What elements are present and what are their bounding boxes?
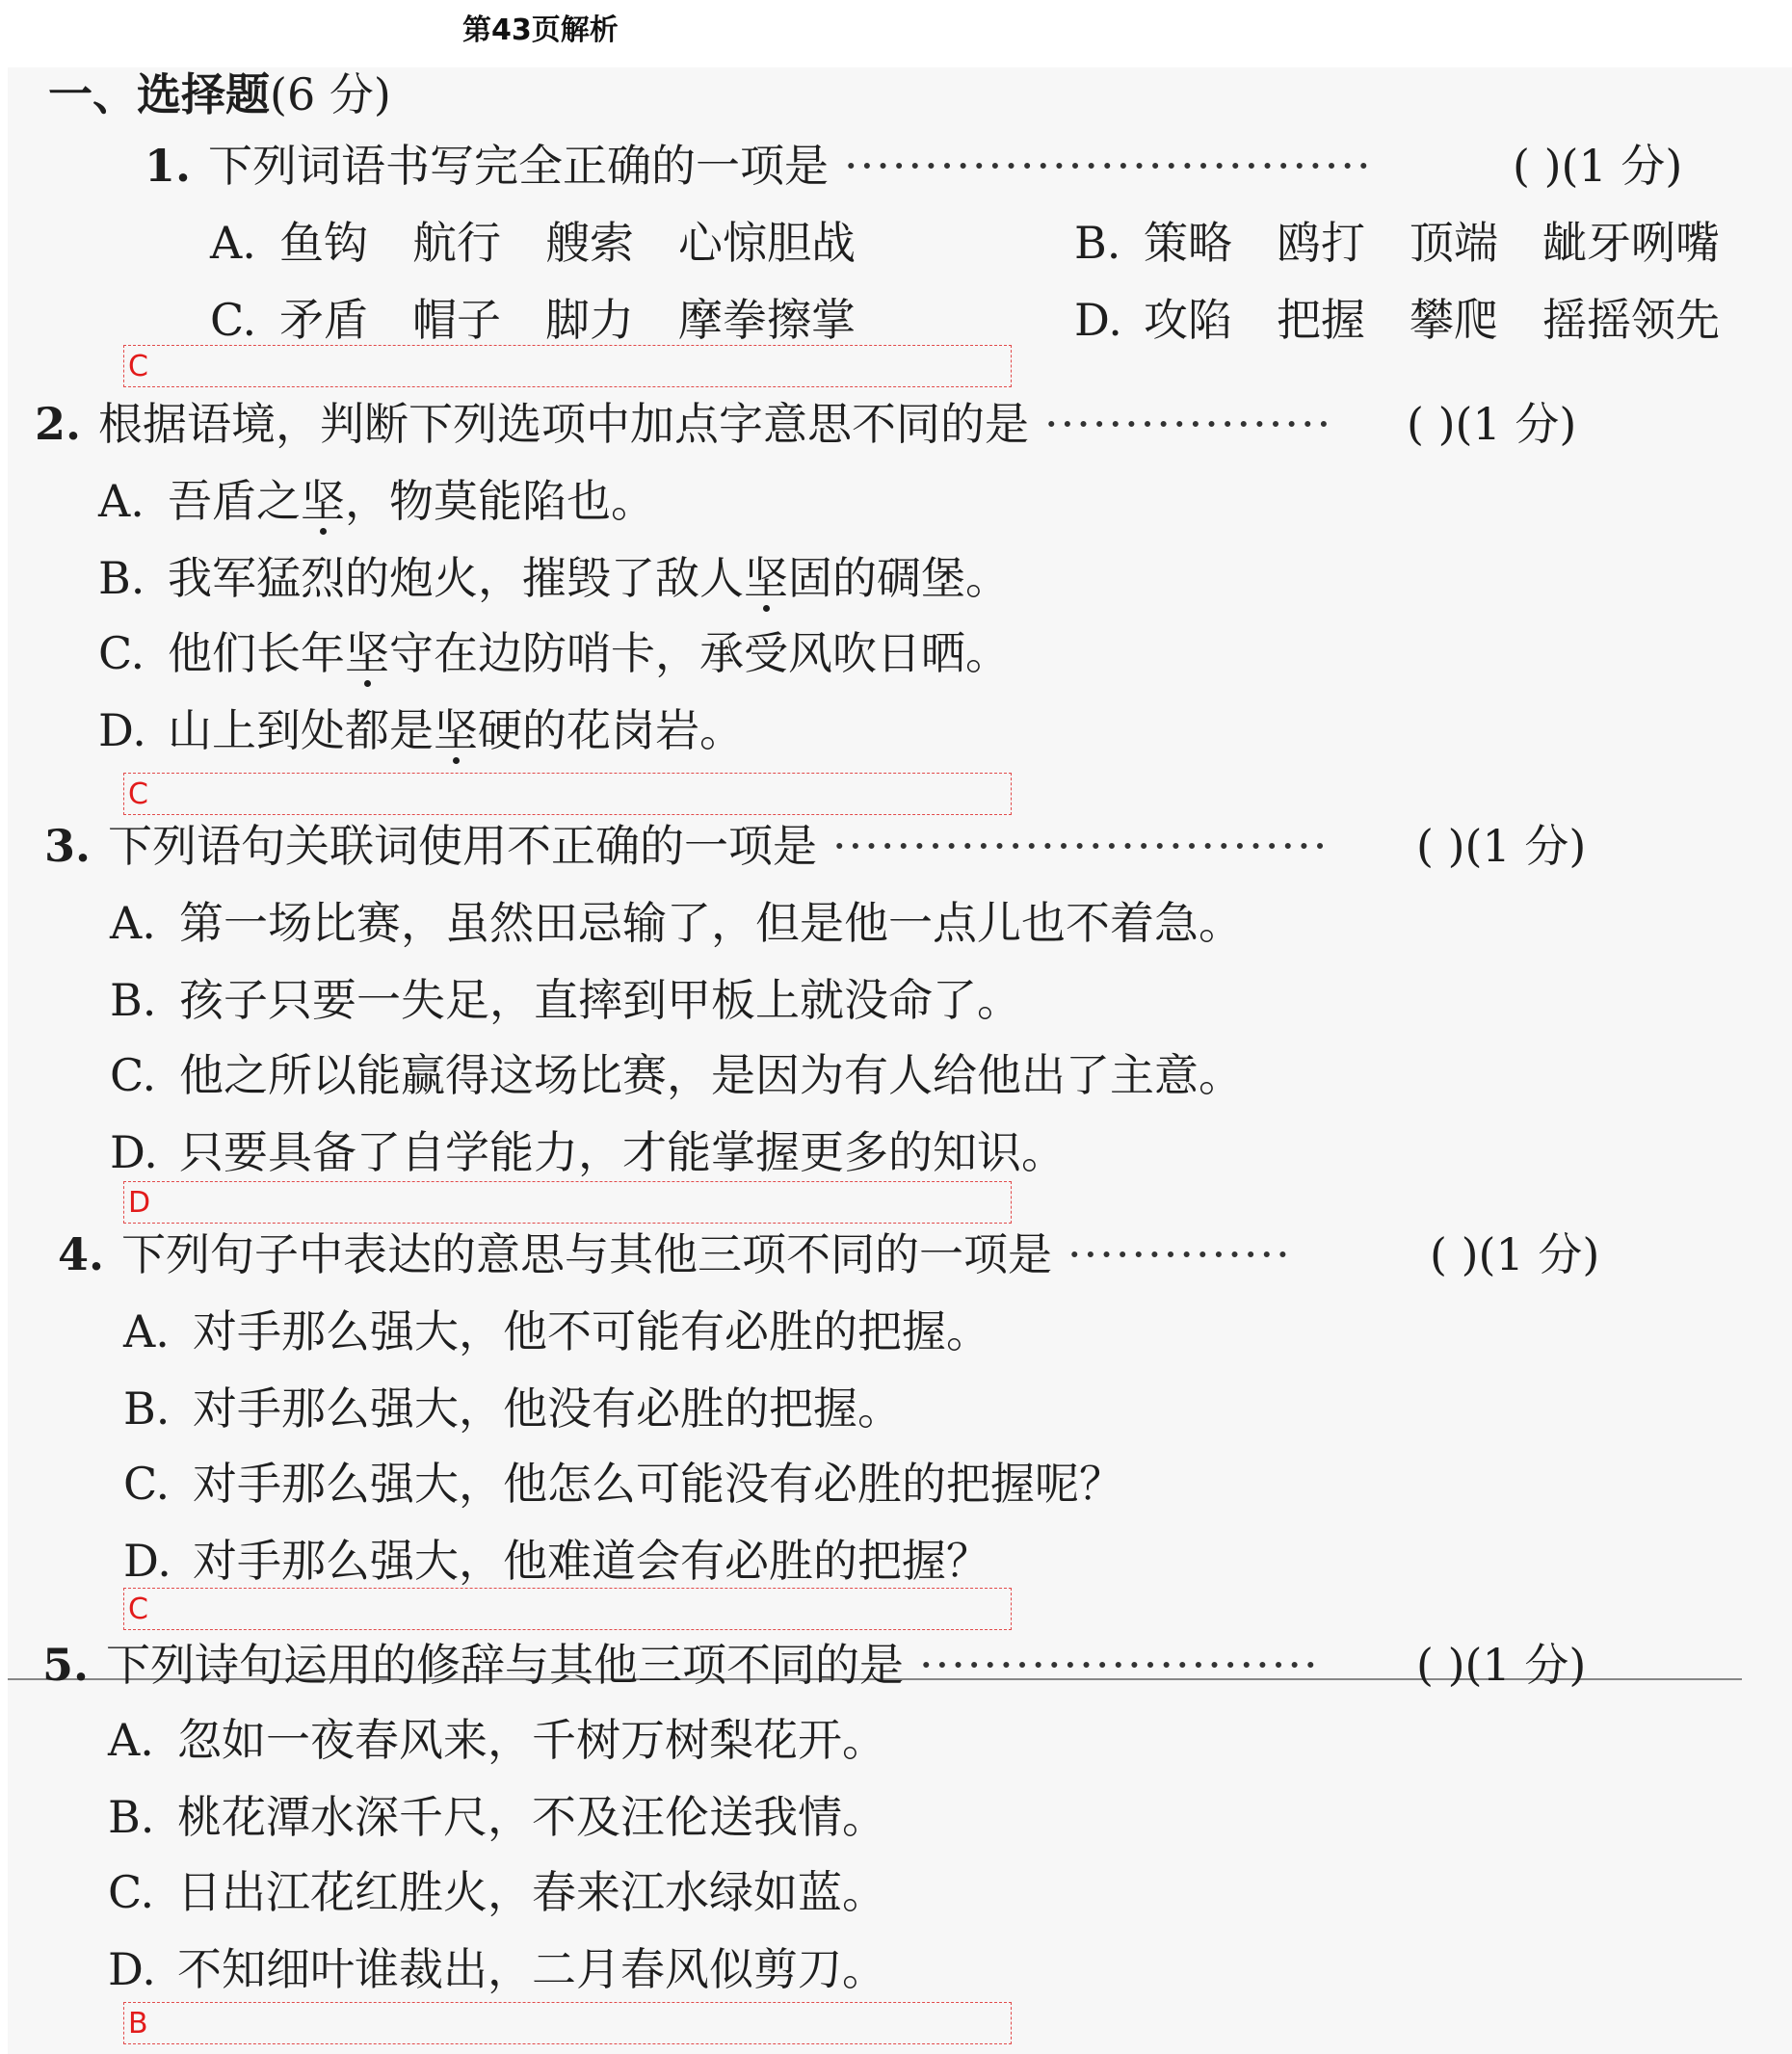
option-text: 对手那么强大，他没有必胜的把握。 xyxy=(193,1382,902,1435)
option-text-pre: 他们长年 xyxy=(168,627,345,679)
option-word: 航行 xyxy=(412,217,501,269)
option-a xyxy=(123,1303,990,1360)
option-word: 摇摇领先 xyxy=(1542,294,1720,346)
option-word: 摩拳擦掌 xyxy=(678,294,856,346)
option-text-post: 硬的花岗岩。 xyxy=(478,704,744,756)
option-letter: B. xyxy=(98,552,145,604)
question-1-paren: ( )(1 分) xyxy=(1513,140,1683,192)
answer-box[interactable]: C xyxy=(123,1588,1012,1630)
answer-box[interactable]: B xyxy=(123,2002,1012,2044)
option-letter: B. xyxy=(1074,217,1121,269)
option-word: 龇牙咧嘴 xyxy=(1542,217,1720,269)
option-a xyxy=(98,472,655,530)
section-heading xyxy=(48,66,1792,123)
option-word: 攀爬 xyxy=(1410,294,1498,346)
emphasized-char: 坚 xyxy=(345,627,389,679)
option-text-post: 守在边防哨卡，承受风吹日晒。 xyxy=(389,627,1010,679)
option-d xyxy=(98,701,744,759)
option-word: 帽子 xyxy=(412,294,501,346)
question-2-paren: ( )(1 分) xyxy=(1407,398,1577,450)
option-b xyxy=(123,1380,902,1437)
option-word: 矛盾 xyxy=(279,294,368,346)
option-text: 对手那么强大，他怎么可能没有必胜的把握呢？ xyxy=(193,1458,1123,1510)
option-text: 只要具备了自学能力，才能掌握更多的知识。 xyxy=(179,1126,1066,1178)
option-text: 对手那么强大，他难道会有必胜的把握？ xyxy=(193,1535,990,1587)
option-c xyxy=(98,624,1010,682)
option-text: 孩子只要一失足，直摔到甲板上就没命了。 xyxy=(179,974,1021,1026)
option-letter: B. xyxy=(123,1382,171,1435)
question-5-paren: ( )(1 分) xyxy=(1416,1639,1587,1691)
emphasized-char: 坚 xyxy=(434,704,478,756)
option-c xyxy=(123,1455,1123,1513)
option-b xyxy=(110,971,1021,1029)
option-a xyxy=(210,214,900,272)
option-text-pre: 我军猛烈的炮火，摧毁了敌人 xyxy=(168,552,744,604)
option-b xyxy=(108,1788,886,1846)
question-text: 下列句子中表达的意思与其他三项不同的一项是 xyxy=(121,1228,1053,1280)
option-d xyxy=(108,1940,886,1998)
option-b xyxy=(1074,214,1764,272)
option-letter: B. xyxy=(110,974,157,1026)
option-text-post: ，物莫能陷也。 xyxy=(345,475,655,527)
option-letter: A. xyxy=(123,1305,170,1357)
answer-box[interactable]: D xyxy=(123,1181,1012,1224)
option-c xyxy=(210,291,900,349)
option-word: 心惊胆战 xyxy=(678,217,856,269)
option-letter: C. xyxy=(110,1049,157,1101)
question-number: 1. xyxy=(145,140,192,192)
option-b xyxy=(98,549,1010,607)
option-text-pre: 吾盾之 xyxy=(168,475,301,527)
option-letter: C. xyxy=(108,1866,155,1918)
option-text: 他之所以能赢得这场比赛，是因为有人给他出了主意。 xyxy=(179,1049,1243,1101)
leader-dots: ······························· xyxy=(832,820,1330,872)
question-text: 下列诗句运用的修辞与其他三项不同的是 xyxy=(106,1639,905,1691)
question-number: 3. xyxy=(44,820,92,872)
question-number: 5. xyxy=(42,1639,90,1691)
leader-dots: ························· xyxy=(919,1639,1320,1691)
option-text-post: 固的碉堡。 xyxy=(788,552,1010,604)
question-text: 下列语句关联词使用不正确的一项是 xyxy=(108,820,818,872)
option-word: 艘索 xyxy=(545,217,634,269)
option-word: 顶端 xyxy=(1410,217,1498,269)
option-letter: A. xyxy=(110,897,156,949)
option-a xyxy=(110,894,1243,952)
option-word: 鸥打 xyxy=(1277,217,1365,269)
option-letter: C. xyxy=(210,294,257,346)
leader-dots: ································· xyxy=(844,140,1373,192)
question-4-paren: ( )(1 分) xyxy=(1430,1228,1600,1280)
option-d xyxy=(1074,291,1764,349)
option-letter: A. xyxy=(98,475,145,527)
answer-box[interactable]: C xyxy=(123,345,1012,387)
option-text-pre: 山上到处都是 xyxy=(168,704,434,756)
option-letter: D. xyxy=(1074,294,1122,346)
section-heading-text: 一、选择题 xyxy=(48,68,270,120)
option-text: 日出江花红胜火，春来江水绿如蓝。 xyxy=(177,1866,886,1918)
option-letter: C. xyxy=(123,1458,171,1510)
option-d xyxy=(123,1532,990,1590)
option-letter: A. xyxy=(108,1714,154,1766)
question-text: 下列词语书写完全正确的一项是 xyxy=(208,140,830,192)
option-word: 脚力 xyxy=(545,294,634,346)
leader-dots: ·················· xyxy=(1044,398,1333,450)
option-text: 忽如一夜春风来，千树万树梨花开。 xyxy=(177,1714,886,1766)
emphasized-char: 坚 xyxy=(301,475,345,527)
leader-dots: ·············· xyxy=(1067,1228,1292,1280)
option-letter: C. xyxy=(98,627,145,679)
question-3-paren: ( )(1 分) xyxy=(1416,820,1587,872)
option-letter: D. xyxy=(98,704,146,756)
question-number: 2. xyxy=(35,398,82,450)
option-letter: D. xyxy=(110,1126,158,1178)
option-letter: B. xyxy=(108,1791,155,1843)
option-letter: A. xyxy=(210,217,256,269)
option-word: 把握 xyxy=(1277,294,1365,346)
option-text: 不知细叶谁裁出，二月春风似剪刀。 xyxy=(177,1943,886,1995)
option-word: 鱼钩 xyxy=(279,217,368,269)
option-text: 桃花潭水深千尺，不及汪伦送我情。 xyxy=(177,1791,886,1843)
option-word: 策略 xyxy=(1144,217,1232,269)
question-text: 根据语境，判断下列选项中加点字意思不同的是 xyxy=(98,398,1030,450)
option-text: 对手那么强大，他不可能有必胜的把握。 xyxy=(193,1305,990,1357)
option-a xyxy=(108,1711,886,1769)
option-c xyxy=(108,1863,886,1921)
option-word: 攻陷 xyxy=(1144,294,1232,346)
emphasized-char: 坚 xyxy=(744,552,788,604)
section-points: (6 分) xyxy=(270,68,391,120)
option-letter: D. xyxy=(123,1535,171,1587)
page-title: 第43页解析 xyxy=(462,13,619,47)
question-number: 4. xyxy=(58,1228,105,1280)
option-text: 第一场比赛，虽然田忌输了，但是他一点儿也不着急。 xyxy=(179,897,1243,949)
option-letter: D. xyxy=(108,1943,156,1995)
option-d xyxy=(110,1123,1066,1181)
option-c xyxy=(110,1046,1243,1104)
answer-box[interactable]: C xyxy=(123,773,1012,815)
